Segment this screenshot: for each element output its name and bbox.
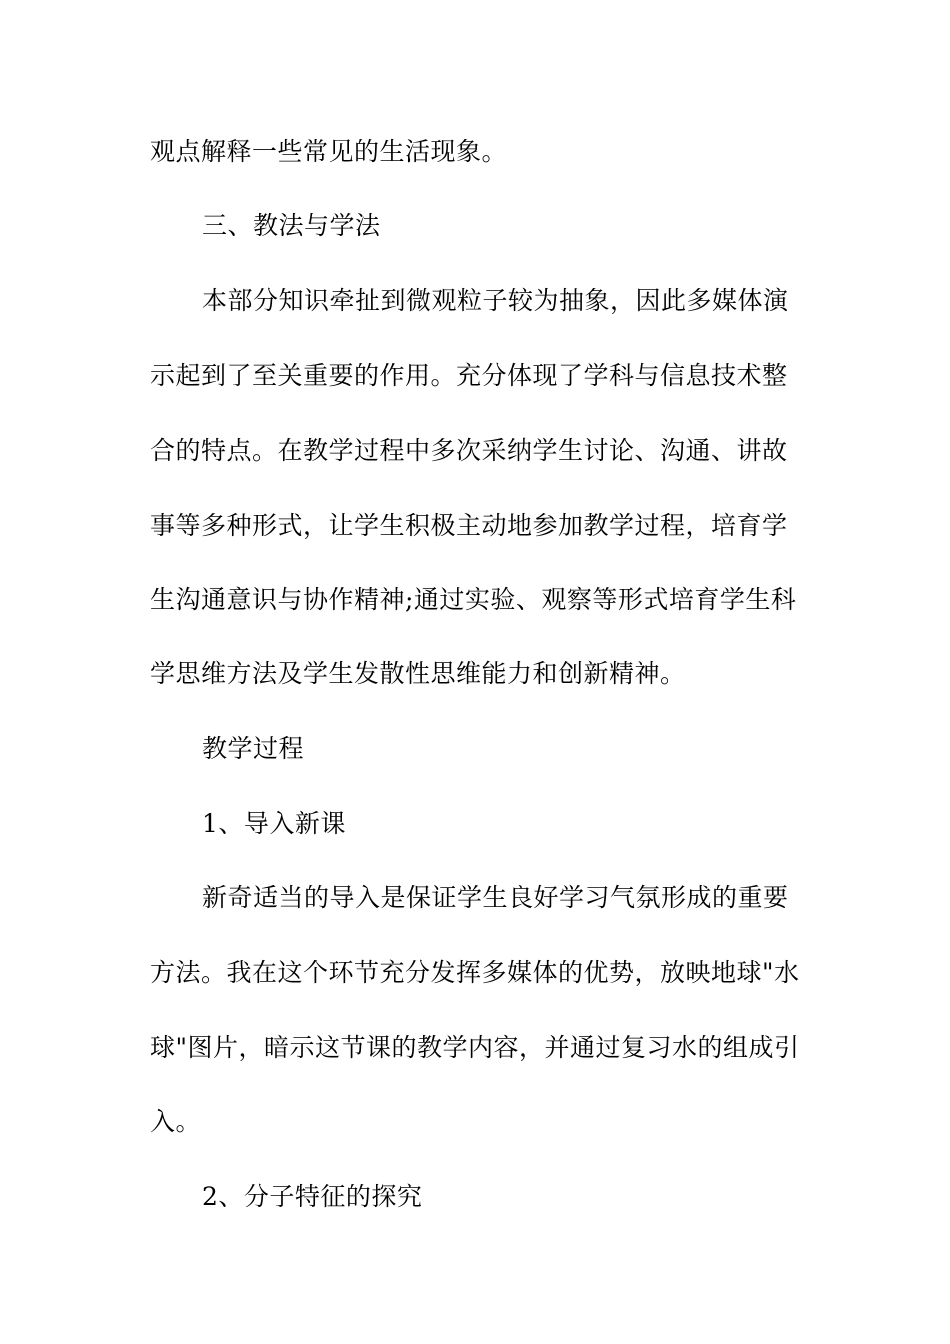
paragraph-line: 新奇适当的导入是保证学生良好学习气氛形成的重要 <box>202 883 789 912</box>
paragraph-line: 方法。我在这个环节充分发挥多媒体的优势，放映地球"水 <box>150 958 800 987</box>
subsection-heading: 1、导入新课 <box>202 809 346 838</box>
paragraph-line: 入。 <box>150 1107 202 1136</box>
paragraph-line: 合的特点。在教学过程中多次采纳学生讨论、沟通、讲故 <box>150 436 788 465</box>
paragraph-line: 示起到了至关重要的作用。充分体现了学科与信息技术整 <box>150 361 788 390</box>
paragraph-line: 事等多种形式，让学生积极主动地参加教学过程，培育学 <box>150 511 788 540</box>
subsection-heading: 2、分子特征的探究 <box>202 1182 423 1211</box>
paragraph-line: 本部分知识牵扯到微观粒子较为抽象，因此多媒体演 <box>202 286 789 315</box>
paragraph-line: 学思维方法及学生发散性思维能力和创新精神。 <box>150 659 686 688</box>
paragraph-line: 生沟通意识与协作精神;通过实验、观察等形式培育学生科 <box>150 585 797 614</box>
section-heading: 教学过程 <box>202 734 305 763</box>
section-heading: 三、教法与学法 <box>202 211 381 240</box>
paragraph-line: 观点解释一些常见的生活现象。 <box>150 137 508 166</box>
paragraph-line: 球"图片，暗示这节课的教学内容，并通过复习水的组成引 <box>150 1033 800 1062</box>
